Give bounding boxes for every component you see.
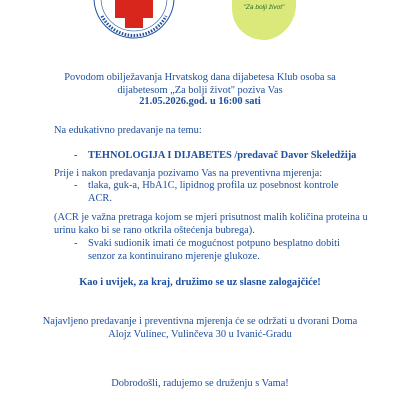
bullet-dash: - xyxy=(74,238,78,249)
red-cross-logo xyxy=(92,0,176,40)
bullet-line: senzor za kontinuirano mjerenje glukoze. xyxy=(88,250,260,262)
measurements-intro: Prije i nakon predavanja pozivamo Vas na preventivna mjerenja: xyxy=(54,168,323,179)
bullet-line: ACR. xyxy=(88,192,112,204)
bullet-line: tlaka, guk-a, HbA1C, lipidnog profila uz posebnost kontrole xyxy=(88,180,339,191)
acr-line: urinu kako bi se rano otkrila oštećenja bubrega). xyxy=(54,224,255,236)
venue-announcement xyxy=(20,316,380,341)
announce-line: Najavljeno predavanje i preventivna mjerenja će se održati u dvorani Doma xyxy=(42,316,358,327)
lecture-intro: Na edukativno predavanje na temu: xyxy=(54,125,202,136)
acr-note xyxy=(54,212,380,237)
intro-line: Povodom obilježavanja Hrvatskog dana dijabetesa Klub osoba sa xyxy=(64,72,336,83)
intro-line: dijabetesom „Za bolji život" poziva Vas xyxy=(117,84,283,96)
closing-line: Kao i uvijek, za kraj, družimo se uz slasne zalogajčiće! xyxy=(79,277,321,288)
club-logo-slogan: "Za bolji život" xyxy=(243,4,285,11)
bullet-line: Svaki sudionik imati će mogućnost potpuno besplatno dobiti xyxy=(88,238,340,249)
invitation-intro xyxy=(20,72,380,97)
event-date-time: 21.05.2026.god. u 16:00 sati xyxy=(139,96,261,107)
topic-dash: - xyxy=(74,150,78,161)
announce-line: Alojz Vulinec, Vulinčeva 30 u Ivanić-Gradu xyxy=(108,328,292,340)
topic-title: TEHNOLOGIJA I DIJABETES /predavač Davor Skeledžija xyxy=(88,150,357,161)
bullet-text xyxy=(88,238,340,263)
acr-line: (ACR je važna pretraga kojom se mjeri prisutnost malih količina proteina u xyxy=(54,212,368,223)
lecture-topic xyxy=(74,150,394,163)
bullet-text xyxy=(88,180,339,205)
welcome-line: Dobrodošli, radujemo se druženju s Vama! xyxy=(111,378,289,389)
header-logos xyxy=(0,0,400,52)
bullet-dash: - xyxy=(74,180,78,191)
